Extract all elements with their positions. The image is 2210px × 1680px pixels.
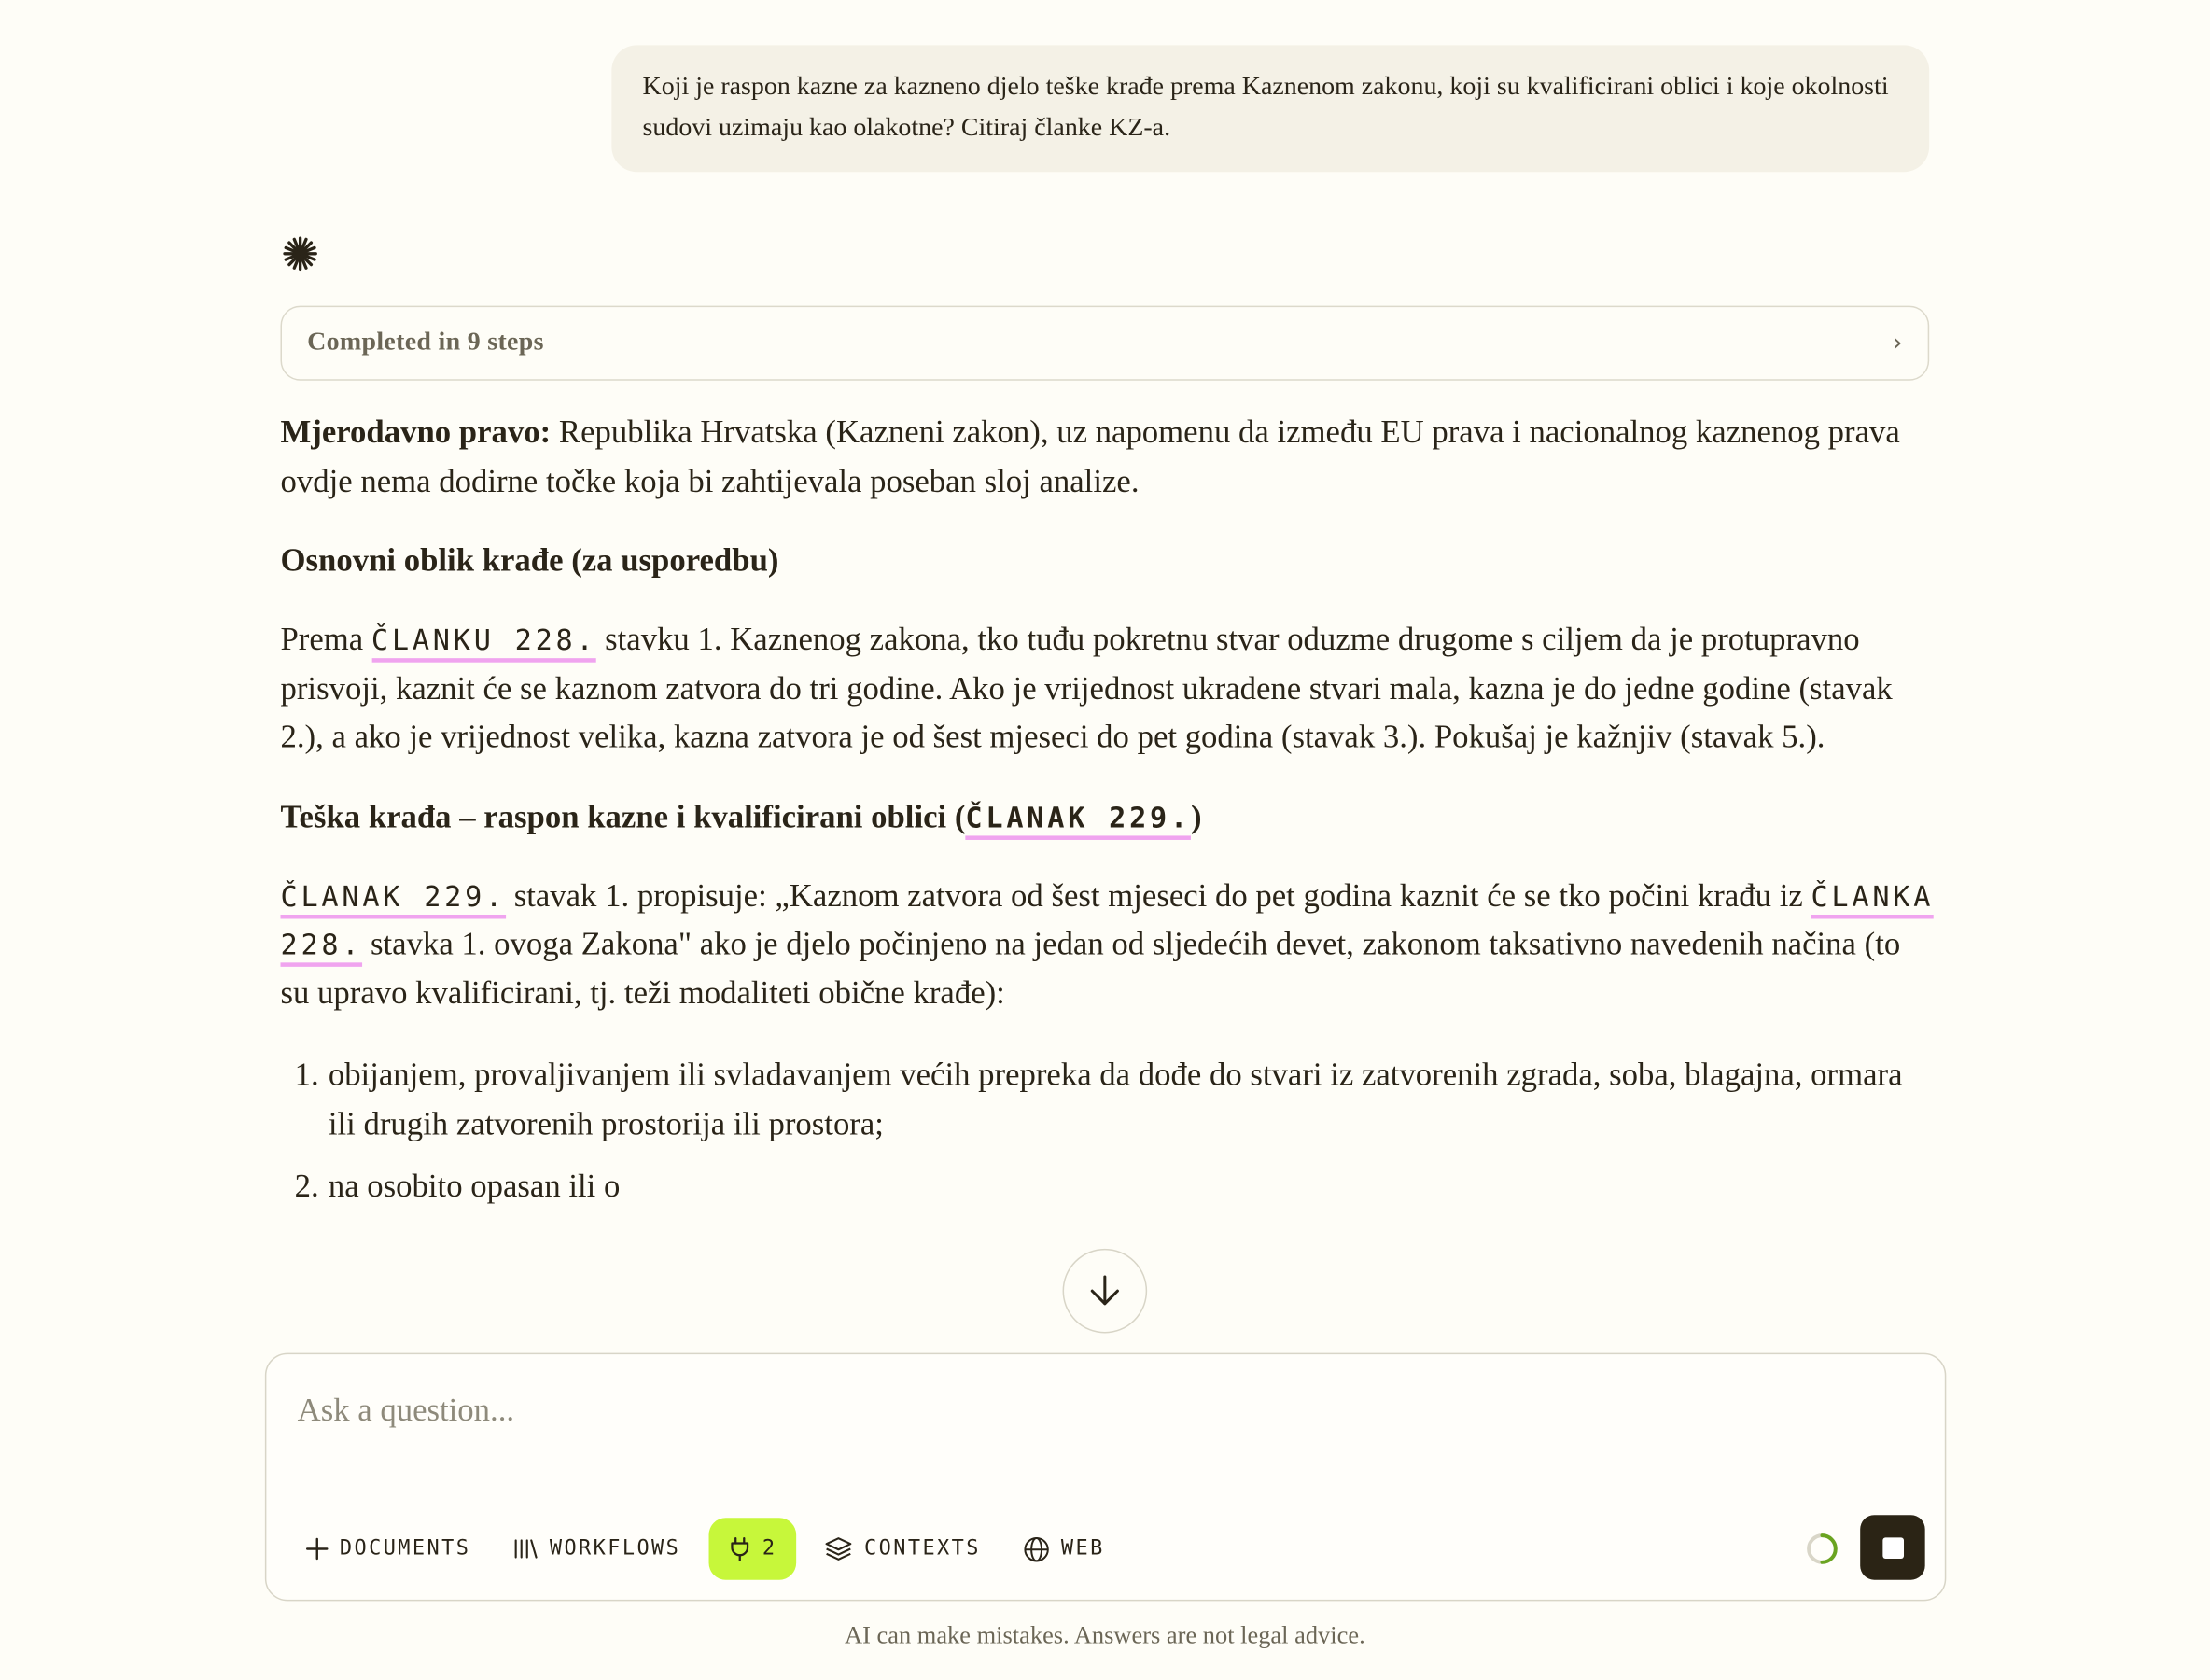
text-segment: ) [1190, 798, 1202, 834]
list-item-number: 2. [294, 1168, 319, 1204]
steps-summary-label: Completed in 9 steps [307, 328, 544, 357]
workflows-button[interactable] [498, 1518, 694, 1579]
chevron-right-icon: › [1892, 328, 1903, 358]
contexts-button[interactable] [811, 1518, 995, 1579]
scroll-to-bottom-button[interactable] [1063, 1249, 1148, 1334]
text-segment: stavak 1. propisuje: „Kaznom zatvora od šest mjeseci do pet godina kaznit će se tko počini krađu iz [506, 876, 1811, 913]
loading-spinner-icon [1805, 1532, 1839, 1565]
arrow-down-icon [1086, 1273, 1123, 1309]
user-message-bubble [611, 45, 1929, 172]
web-button[interactable] [1009, 1518, 1119, 1579]
stop-generation-button[interactable] [1860, 1515, 1924, 1579]
answer-paragraph-jurisdiction [280, 409, 1936, 506]
plugins-button[interactable] [708, 1518, 796, 1579]
plug-icon [729, 1536, 751, 1561]
list-item-text: na osobito opasan ili o [328, 1168, 621, 1204]
text-segment: Prema [280, 621, 371, 657]
citation-link-article-228[interactable]: ČLANKU 228. [371, 623, 597, 662]
text-segment: stavku 1. Kaznenog zakona, tko tuđu pokretnu stvar oduzme drugome s ciljem da je protupravno prisvoji, kaznit će se kaznom zatvora do tri godine. Ako je vrijednost ukradene stvari mala, kazna je do jedne godine (stavak 2.), a ako je vrijednost velika, kazna zatvora je od šest mjeseci do pet godina (stavak 3.). Pokušaj je kažnjiv (stavak 5.). [280, 621, 1893, 754]
disclaimer-text: AI can make mistakes. Answers are not legal advice. [845, 1620, 1365, 1649]
stop-icon [1882, 1537, 1904, 1559]
composer-toolbar [292, 1517, 1133, 1581]
composer [265, 1353, 1946, 1602]
list-item [295, 1163, 1937, 1211]
text-segment: stavka 1. ovoga Zakona" ako je djelo počinjeno na jedan od sljedećih devet, zakonom taksativno navedenih načina (to su upravo kvalificirani, tj. teži modaliteti obične krađe): [280, 926, 1901, 1010]
plus-icon [306, 1537, 329, 1560]
citation-link-article-229[interactable]: ČLANAK 229. [965, 800, 1191, 839]
question-input[interactable] [298, 1382, 1566, 1438]
assistant-answer [280, 409, 1936, 1225]
jurisdiction-label: Mjerodavno pravo: [280, 413, 552, 450]
contexts-label: CONTEXTS [864, 1537, 981, 1561]
library-icon [513, 1537, 539, 1560]
list-item [295, 1051, 1937, 1148]
plugins-count: 2 [762, 1537, 777, 1561]
asterisk-icon [280, 234, 319, 273]
documents-label: DOCUMENTS [339, 1537, 471, 1561]
documents-button[interactable] [292, 1518, 485, 1579]
heading-aggravated-theft [280, 792, 1936, 840]
globe-icon [1023, 1535, 1050, 1562]
answer-paragraph-basic-theft [280, 616, 1936, 762]
qualified-forms-list [280, 1051, 1936, 1211]
steps-summary-toggle[interactable] [280, 306, 1929, 381]
web-label: WEB [1060, 1537, 1105, 1561]
text-segment: Teška krađa – raspon kazne i kvalificirani oblici ( [280, 798, 966, 834]
user-message-text: Koji je raspon kazne za kazneno djelo teške krađe prema Kaznenom zakonu, koji su kvalificirani oblici i koje okolnosti sudovi uzimaju kao olakotne? Citiraj članke KZ-a. [642, 73, 1889, 143]
layers-icon [825, 1536, 853, 1561]
workflows-label: WORKFLOWS [549, 1537, 681, 1561]
list-item-text: obijanjem, provaljivanjem ili svladavanjem većih prepreka da dođe do stvari iz zatvorenih zgrada, soba, blagajna, ormara ili drugih zatvorenih prostorija ili prostora; [328, 1057, 1903, 1141]
list-item-number: 1. [294, 1057, 319, 1093]
citation-link-article-228[interactable]: ČLANKA 228. [280, 878, 1934, 966]
jurisdiction-text: Republika Hrvatska (Kazneni zakon), uz napomenu da između EU prava i nacionalnog kaznenog prava ovdje nema dodirne točke koja bi zahtijevala poseban sloj analize. [280, 413, 1900, 498]
citation-link-article-229[interactable]: ČLANAK 229. [280, 878, 506, 917]
answer-paragraph-aggravated-theft [280, 872, 1936, 1017]
heading-basic-theft: Osnovni oblik krađe (za usporedbu) [280, 542, 779, 579]
